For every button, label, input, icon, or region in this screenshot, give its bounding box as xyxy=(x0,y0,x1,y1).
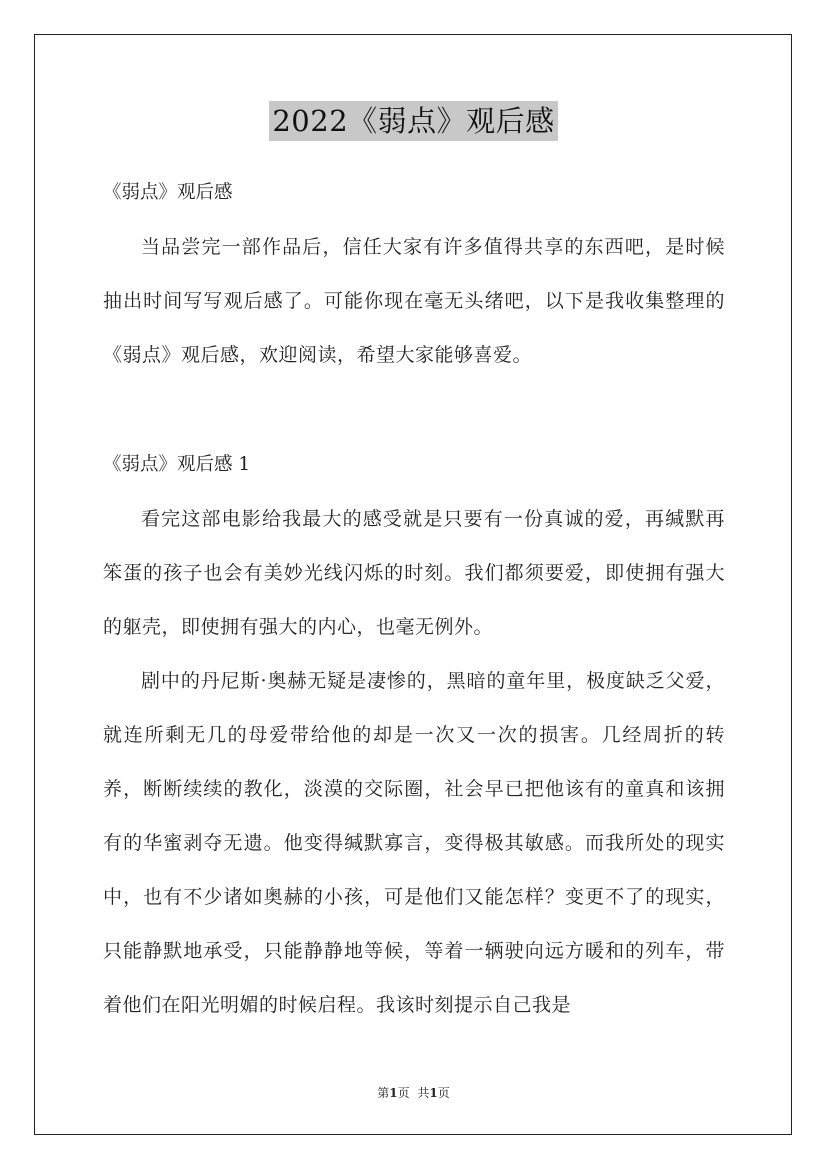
section-heading-1: 《弱点》观后感 1 xyxy=(103,454,251,475)
footer-page-prefix: 第 xyxy=(377,1086,390,1100)
document-title: 2022《弱点》观后感 xyxy=(269,101,557,141)
subtitle-heading: 《弱点》观后感 xyxy=(103,182,233,203)
footer-total-suffix: 页 xyxy=(437,1086,450,1100)
title-container xyxy=(0,101,827,141)
footer-total-prefix: 共 xyxy=(417,1086,430,1100)
page-footer xyxy=(0,1084,827,1101)
body-paragraph-1: 看完这部电影给我最大的感受就是只要有一份真诚的爱，再缄默再笨蛋的孩子也会有美妙光线闪烁的时刻。我们都须要爱，即使拥有强大的躯壳，即使拥有强大的内心，也毫无例外。 xyxy=(103,508,725,638)
footer-page-suffix: 页 xyxy=(397,1086,410,1100)
footer-page-number: 1 xyxy=(389,1086,398,1100)
intro-paragraph: 当品尝完一部作品后，信任大家有许多值得共享的东西吧，是时候抽出时间写写观后感了。可能你现在毫无头绪吧，以下是我收集整理的《弱点》观后感，欢迎阅读，希望大家能够喜爱。 xyxy=(103,236,725,366)
body-paragraph-2: 剧中的丹尼斯·奥赫无疑是凄惨的，黑暗的童年里，极度缺乏父爱，就连所剩无几的母爱带给他的却是一次又一次的损害。几经周折的转养，断断续续的教化，淡漠的交际圈，社会早已把他该有的童真和该拥有的华蜜剥夺无遗。他变得缄默寡言，变得极其敏感。而我所处的现实中，也有不少诸如奥赫的小孩，可是他们又能怎样？变更不了的现实，只能静默地承受，只能静静地等候，等着一辆驶向远方暖和的列车，带着他们在阳光明媚的时候启程。我该时刻提示自己我是 xyxy=(103,670,725,1016)
footer-total-number: 1 xyxy=(429,1086,438,1100)
